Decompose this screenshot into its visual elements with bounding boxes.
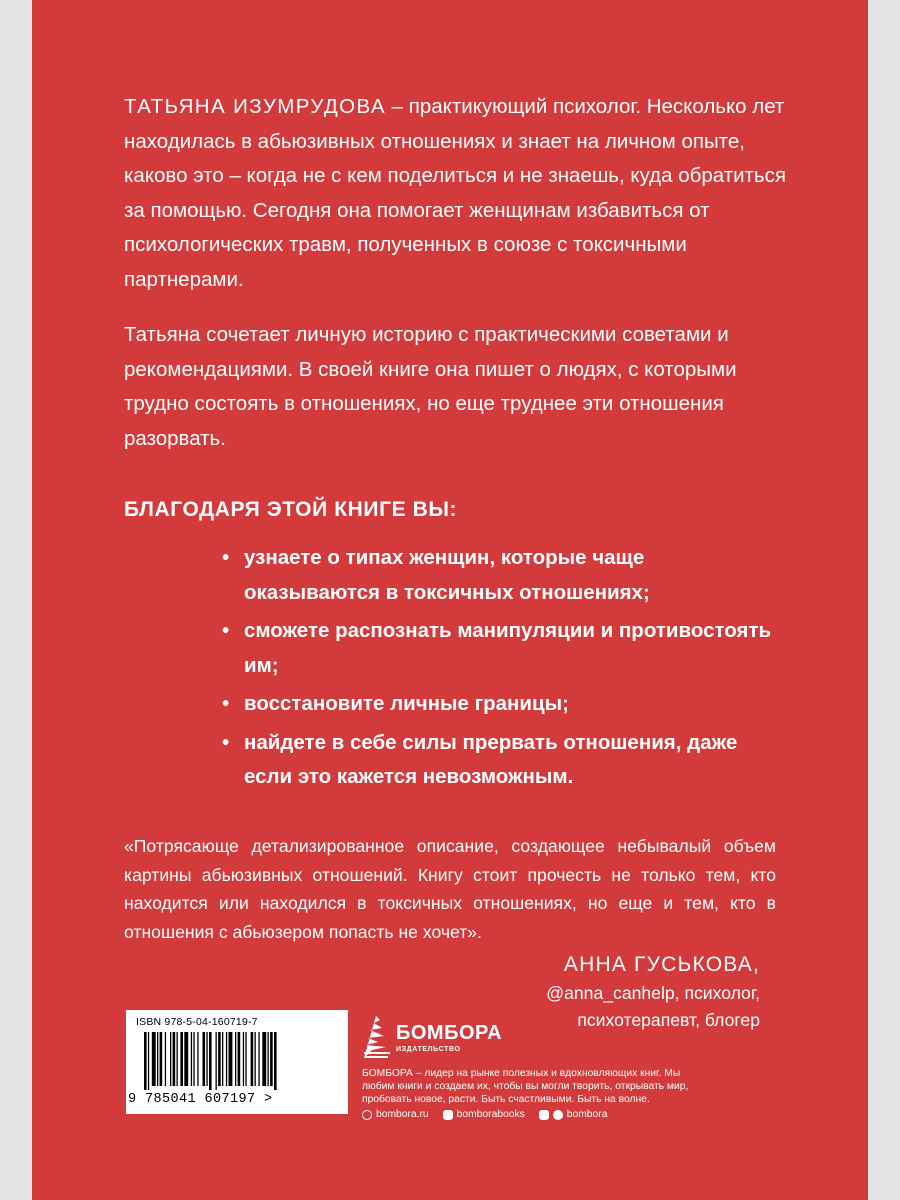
barcode [126,1010,348,1114]
barcode-bar [148,1032,149,1090]
barcode-bar [193,1032,194,1086]
bullet-icon: • [222,619,230,642]
publisher-brand: БОМБОРА [396,1022,503,1044]
barcode-bar [222,1032,223,1086]
publisher-social-links [362,1109,607,1120]
barcode-bar [255,1032,256,1086]
list-item: • сможете распознать манипуляции и противостоять им; [222,614,782,683]
barcode-bar [157,1032,158,1086]
book-back-cover [32,0,868,1200]
telegram-icon [553,1110,563,1120]
barcode-bar [270,1032,273,1086]
isbn-text: ISBN 978-5-04-160719-7 [136,1016,258,1028]
barcode-bar [165,1032,166,1086]
author-bio [124,90,804,297]
barcode-bar [258,1032,259,1086]
barcode-bar [229,1032,233,1086]
publisher-description: БОМБОРА – лидер на рынке полезных и вдохновляющих книг. Мы любим книги и создаем их, чтобы вы могли творить, открывать мир, пробовать новое, расти. Быть счастливыми. Быть на волне. [362,1068,689,1105]
barcode-digits: 9 785041 607197 > [128,1092,273,1107]
bullet-icon: • [222,692,230,715]
book-description: Татьяна сочетает личную историю с практическими советами и рекомендациями. В своей книге она пишет о людях, с которыми трудно состоять в отношениях, но еще труднее эти отношения разорвать. [124,323,737,450]
barcode-bar [216,1032,217,1090]
bullet-icon: • [222,730,230,754]
barcode-bar [235,1032,236,1086]
social-link-vk[interactable]: bomborabooks [443,1109,525,1120]
barcode-bar [184,1032,188,1086]
social-link-site[interactable]: bombora.ru [362,1109,429,1120]
author-bio-text: – практикующий психолог. Несколько лет находилась в абьюзивных отношениях и знает на личном опыте, каково это – когда не с кем поделиться и не знаешь, куда обратиться за помощью. Сегодня она помогает женщинам избавиться от психологических травм, полученных в союзе с токсичными партнерами. [124,95,786,291]
barcode-bar [206,1032,207,1086]
review-quote: «Потрясающе детализированное описание, создающее небывалый объем картины абьюзивных отношений. Книгу стоит прочесть не только тем, кто находится или находился в токсичных отношениях, но еще и тем, кто в отношения с абьюзером попасть не хочет». [124,836,776,942]
quote-author-role: психотерапевт, блогер [577,1010,760,1030]
barcode-bar [268,1032,269,1086]
barcode-bar [152,1032,156,1086]
benefits-heading: БЛАГОДАРЯ ЭТОЙ КНИГЕ ВЫ: [124,498,458,521]
barcode-bar [191,1032,192,1086]
quote-author [546,950,760,1034]
barcode-bar [209,1032,212,1090]
bullet-icon: • [222,546,230,569]
barcode-bar [218,1032,221,1086]
instagram-icon [362,1110,372,1120]
barcode-bar [274,1032,277,1090]
barcode-bar [238,1032,241,1086]
barcode-bar [251,1032,254,1086]
barcode-bars [144,1032,334,1090]
quote-author-name: АННА ГУСЬКОВА, [563,953,760,976]
list-item: • восстановите личные границы; [222,687,782,722]
barcode-bar [243,1032,244,1086]
publisher-subtitle: ИЗДАТЕЛЬСТВО [396,1046,461,1053]
bombora-logo-icon [362,1014,392,1060]
barcode-bar [160,1032,163,1086]
barcode-bar [203,1032,206,1086]
barcode-bar [226,1032,227,1086]
barcode-bar [144,1032,147,1090]
barcode-bar [180,1032,183,1086]
social-link-bombora[interactable]: bombora [539,1109,608,1120]
author-bio-name: ТАТЬЯНА ИЗУМРУДОВА [124,95,386,118]
barcode-bar [170,1032,171,1086]
list-item: • найдете в себе силы прервать отношения, даже если это кажется невозможным. [222,726,782,795]
barcode-bar [197,1032,198,1086]
youtube-icon [539,1110,549,1120]
vk-icon [443,1110,453,1120]
barcode-bar [173,1032,176,1086]
barcode-bar [177,1032,178,1086]
barcode-bar [262,1032,266,1086]
list-item: • узнаете о типах женщин, которые чаще оказываются в токсичных отношениях; [222,541,782,610]
barcode-bar [245,1032,246,1086]
publisher-logo [362,1014,562,1062]
quote-author-handle: @anna_canhelp, психолог, [546,983,760,1003]
benefits-list [222,541,782,799]
